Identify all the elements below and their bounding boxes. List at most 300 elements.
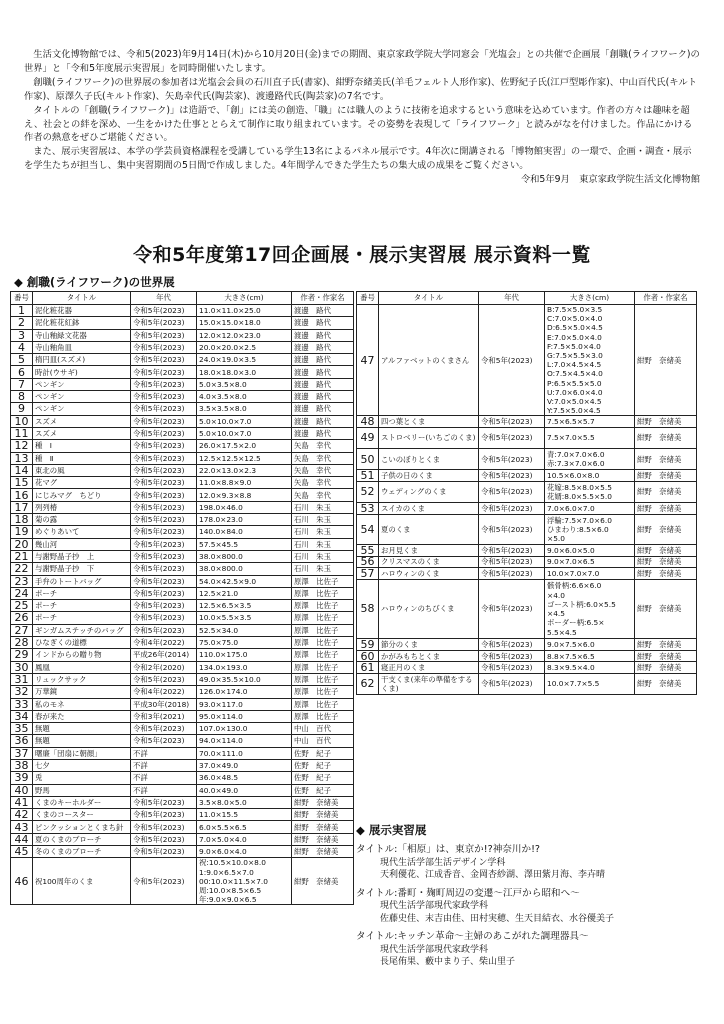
table-row — [11, 452, 354, 464]
size-line: 7.5×7.0×5.5 — [547, 433, 595, 443]
size-line: D:6.5×5.0×4.5 — [547, 323, 603, 333]
cell-era: 令和5年(2023) — [131, 796, 197, 808]
cell-era: 令和5年(2023) — [131, 366, 197, 378]
cell-no: 10 — [11, 415, 33, 427]
size-line: V:7.0×5.0×4.5 — [547, 397, 602, 407]
size-line: 周:10.0×8.5×6.5 — [199, 885, 262, 895]
work-authors: 天利優花、江成香音、金岡杏紗湖、澤田紫月海、李卉晴 — [380, 870, 606, 880]
cell-size: 38.0×800.0 — [197, 550, 292, 562]
cell-author: 渡邊 路代 — [292, 305, 354, 317]
cell-size: 178.0×23.0 — [197, 514, 292, 526]
cell-author: 矢島 幸代 — [292, 464, 354, 476]
work-department: 現代生活学部生活デザイン学科 — [380, 857, 506, 868]
table-row — [11, 796, 354, 808]
cell-size: 9.0×6.0×4.0 — [197, 846, 292, 858]
table-row — [11, 538, 354, 550]
table-row — [11, 403, 354, 415]
cell-no: 29 — [11, 649, 33, 661]
cell-era: 令和5年(2023) — [131, 440, 197, 452]
cell-no: 40 — [11, 784, 33, 796]
cell-era: 令和4年(2022) — [131, 686, 197, 698]
work-authors: 佐藤史佳、末吉由佳、田村実穂、生天目結衣、水谷優美子 — [380, 913, 615, 924]
cell-author: 矢島 幸代 — [292, 440, 354, 452]
cell-era: 令和5年(2023) — [131, 354, 197, 366]
cell-author: 紺野 奈緒美 — [635, 449, 697, 470]
cell-no: 41 — [11, 796, 33, 808]
cell-size — [545, 650, 635, 662]
size-line: E:7.0×5.0×4.0 — [547, 332, 602, 342]
cell-author: 渡邊 路代 — [292, 415, 354, 427]
cell-no: 24 — [11, 587, 33, 599]
cell-no: 37 — [11, 747, 33, 759]
size-line: 骸骨柄:6.6×6.0 — [547, 581, 602, 591]
header-size: 大きさ(cm) — [197, 292, 292, 305]
table-row — [11, 587, 354, 599]
cell-era: 令和5年(2023) — [131, 833, 197, 845]
cell-author: 紺野 奈緒美 — [292, 821, 354, 833]
cell-no: 47 — [357, 305, 379, 416]
cell-title: ウェディングのくま — [379, 481, 479, 502]
cell-title: 寺山釉角皿 — [33, 341, 131, 353]
table-row — [357, 470, 697, 482]
cell-author: 原澤 比佐子 — [292, 698, 354, 710]
cell-size: 107.0×130.0 — [197, 723, 292, 735]
work-department: 現代生活学部現代家政学科 — [380, 901, 489, 911]
cell-size: 126.0×174.0 — [197, 686, 292, 698]
exhibit-table-right — [356, 291, 697, 695]
cell-no: 2 — [11, 317, 33, 329]
cell-title: 冬のくまのブローチ — [33, 846, 131, 858]
cell-title: 七夕 — [33, 759, 131, 771]
cell-size: 75.0×75.0 — [197, 637, 292, 649]
cell-era: 令和5年(2023) — [131, 575, 197, 587]
size-line: B:7.5×5.0×3.5 — [547, 305, 603, 314]
cell-size: 70.0×111.0 — [197, 747, 292, 759]
cell-author: 原澤 比佐子 — [292, 686, 354, 698]
cell-size: 134.0×193.0 — [197, 661, 292, 673]
cell-author: 紺野 奈緒美 — [635, 514, 697, 545]
cell-author: 原澤 比佐子 — [292, 661, 354, 673]
table-row — [11, 366, 354, 378]
table-row — [11, 612, 354, 624]
cell-title: 夏のくま — [379, 514, 479, 545]
cell-title: ポーチ — [33, 587, 131, 599]
cell-era: 令和2年(2020) — [131, 661, 197, 673]
cell-title: スイカのくま — [379, 503, 479, 515]
cell-title: アルファベットのくまさん — [379, 305, 479, 416]
size-line: U:7.0×6.0×4.0 — [547, 387, 603, 397]
cell-era: 令和5年(2023) — [131, 452, 197, 464]
cell-size: 22.0×13.0×2.3 — [197, 464, 292, 476]
cell-author: 紺野 奈緒美 — [292, 796, 354, 808]
cell-no: 56 — [357, 556, 379, 568]
cell-author: 矢島 幸代 — [292, 489, 354, 501]
cell-author: 紺野 奈緒美 — [292, 833, 354, 845]
table-row — [11, 489, 354, 501]
work-authors: 長尾侑果、藪中まり子、柴山里子 — [380, 957, 516, 967]
cell-size: 40.0×49.0 — [197, 784, 292, 796]
cell-no: 55 — [357, 545, 379, 557]
cell-title: 干支くま(来年の準備をするくま) — [379, 673, 479, 694]
cell-title: 曙廉「団扇に朝顔」 — [33, 747, 131, 759]
cell-size: 12.5×21.0 — [197, 587, 292, 599]
table-row — [11, 637, 354, 649]
size-line: 7.5×6.5×5.7 — [547, 417, 595, 427]
cell-era: 令和5年(2023) — [479, 305, 545, 416]
cell-no: 5 — [11, 354, 33, 366]
cell-size: 5.0×3.5×8.0 — [197, 378, 292, 390]
cell-no: 14 — [11, 464, 33, 476]
size-line: 9.0×7.5×6.0 — [547, 640, 595, 650]
cell-title: 無題 — [33, 735, 131, 747]
cell-author: 佐野 紀子 — [292, 784, 354, 796]
table-row — [11, 686, 354, 698]
cell-author: 石川 朱玉 — [292, 514, 354, 526]
cell-era: 令和5年(2023) — [479, 639, 545, 651]
cell-author: 石川 朱玉 — [292, 526, 354, 538]
cell-author: 紺野 奈緒美 — [635, 639, 697, 651]
cell-era: 令和5年(2023) — [131, 305, 197, 317]
cell-era: 不詳 — [131, 747, 197, 759]
cell-title: 与謝野晶子抄 下 — [33, 563, 131, 575]
table-row — [11, 341, 354, 353]
cell-size: 49.0×35.5×10.0 — [197, 673, 292, 685]
table-row — [11, 354, 354, 366]
cell-author: 中山 百代 — [292, 723, 354, 735]
cell-size: 52.5×34.0 — [197, 624, 292, 636]
cell-size: 3.5×3.5×8.0 — [197, 403, 292, 415]
cell-size: 11.0×8.8×9.0 — [197, 477, 292, 489]
cell-size: 94.0×114.0 — [197, 735, 292, 747]
cell-author: 紺野 奈緒美 — [635, 662, 697, 674]
table-row — [11, 440, 354, 452]
cell-title: 子供の日のくま — [379, 470, 479, 482]
cell-title: スズメ — [33, 415, 131, 427]
cell-author: 原澤 比佐子 — [292, 612, 354, 624]
header-author: 作者・作家名 — [292, 292, 354, 305]
table-row — [11, 563, 354, 575]
cell-size: 3.5×8.0×5.0 — [197, 796, 292, 808]
header-era: 年代 — [131, 292, 197, 305]
cell-size — [545, 545, 635, 557]
cell-no: 32 — [11, 686, 33, 698]
work-entry — [356, 844, 706, 882]
cell-author: 原澤 比佐子 — [292, 673, 354, 685]
cell-size — [545, 470, 635, 482]
size-line: 青:7.0×7.0×6.0 — [547, 450, 605, 460]
cell-author: 紺野 奈緒美 — [292, 858, 354, 905]
cell-size — [545, 305, 635, 416]
cell-author: 紺野 奈緒美 — [635, 470, 697, 482]
header-no: 番号 — [357, 292, 379, 305]
cell-author: 原澤 比佐子 — [292, 710, 354, 722]
cell-no: 39 — [11, 772, 33, 784]
cell-author: 紺野 奈緒美 — [635, 556, 697, 568]
cell-no: 61 — [357, 662, 379, 674]
cell-no: 49 — [357, 427, 379, 448]
table-row — [11, 378, 354, 390]
table-row — [11, 415, 354, 427]
table-body — [357, 305, 697, 695]
cell-author: 原澤 比佐子 — [292, 637, 354, 649]
cell-size: 5.0×10.0×7.0 — [197, 415, 292, 427]
table-row — [11, 772, 354, 784]
cell-era: 令和5年(2023) — [131, 563, 197, 575]
cell-author: 紺野 奈緒美 — [635, 481, 697, 502]
cell-era: 令和5年(2023) — [131, 329, 197, 341]
cell-author: 石川 朱玉 — [292, 550, 354, 562]
cell-author: 渡邊 路代 — [292, 427, 354, 439]
cell-title: スズメ — [33, 427, 131, 439]
table-row — [11, 661, 354, 673]
cell-title: にじみマグ ちどり — [33, 489, 131, 501]
cell-era: 令和5年(2023) — [131, 464, 197, 476]
cell-size: 38.0×800.0 — [197, 563, 292, 575]
cell-era: 令和5年(2023) — [479, 449, 545, 470]
cell-size: 12.5×6.5×3.5 — [197, 600, 292, 612]
table-row — [11, 846, 354, 858]
cell-no: 54 — [357, 514, 379, 545]
cell-no: 8 — [11, 391, 33, 403]
cell-no: 36 — [11, 735, 33, 747]
table-row — [357, 449, 697, 470]
cell-author: 石川 朱玉 — [292, 563, 354, 575]
cell-title: ポーチ — [33, 612, 131, 624]
cell-title: 花マグ — [33, 477, 131, 489]
cell-title: 四つ葉とくま — [379, 416, 479, 428]
size-line: P:6.5×5.5×5.0 — [547, 378, 602, 388]
cell-author: 石川 朱玉 — [292, 538, 354, 550]
cell-title: 祝100周年のくま — [33, 858, 131, 905]
header-no: 番号 — [11, 292, 33, 305]
cell-era: 令和5年(2023) — [131, 526, 197, 538]
cell-author: 紺野 奈緒美 — [635, 568, 697, 580]
cell-no: 20 — [11, 538, 33, 550]
cell-no: 3 — [11, 329, 33, 341]
table-row — [357, 556, 697, 568]
cell-no: 35 — [11, 723, 33, 735]
size-line: L:7.0×4.5×4.5 — [547, 360, 602, 370]
cell-title: 時計(ウサギ) — [33, 366, 131, 378]
cell-author: 渡邊 路代 — [292, 341, 354, 353]
size-line: 年:9.0×9.0×6.5 — [199, 895, 257, 905]
cell-no: 1 — [11, 305, 33, 317]
cell-era: 令和5年(2023) — [479, 579, 545, 639]
size-line: ×4.0 — [547, 590, 565, 600]
cell-title: ストロベリー(いちごのくま) — [379, 427, 479, 448]
cell-no: 22 — [11, 563, 33, 575]
table-row — [11, 735, 354, 747]
cell-title: 野馬 — [33, 784, 131, 796]
cell-size — [545, 481, 635, 502]
cell-era: 令和5年(2023) — [131, 538, 197, 550]
cell-era: 令和5年(2023) — [131, 624, 197, 636]
cell-size — [545, 639, 635, 651]
cell-title: 兎 — [33, 772, 131, 784]
cell-size: 110.0×175.0 — [197, 649, 292, 661]
cell-era: 令和5年(2023) — [131, 489, 197, 501]
works-list — [356, 844, 706, 975]
work-title: タイトル:番町・麹町周辺の変遷～江戸から昭和へ～ — [356, 887, 580, 899]
table-row — [11, 391, 354, 403]
cell-author: 紺野 奈緒美 — [635, 503, 697, 515]
cell-era: 平成26年(2014) — [131, 649, 197, 661]
table-row — [11, 747, 354, 759]
size-line: 祝:10.5×10.0×8.0 — [199, 858, 266, 868]
cell-title: 万華鏡 — [33, 686, 131, 698]
cell-size: 15.0×15.0×18.0 — [197, 317, 292, 329]
table-row — [11, 759, 354, 771]
size-line: 10.0×7.7×5.5 — [547, 679, 600, 689]
header-era: 年代 — [479, 292, 545, 305]
table-header-row — [11, 292, 354, 305]
table-body — [11, 305, 354, 905]
section-heading: ◆ 展示実習展 — [356, 823, 427, 837]
size-line: O:7.5×4.5×4.0 — [547, 369, 603, 379]
cell-era: 令和5年(2023) — [479, 556, 545, 568]
cell-size: 20.0×20.0×2.5 — [197, 341, 292, 353]
table-row — [357, 639, 697, 651]
cell-author: 渡邊 路代 — [292, 317, 354, 329]
section-heading: ◆ 創職(ライフワーク)の世界展 — [14, 275, 175, 289]
intro-paragraph: また、展示実習展は、本学の学芸員資格課程を受講している学生13名によるパネル展示です。4年次に開講される「博物館実習」の一環で、企画・調査・展示を学生たちが担当し、集中実習期間の5日間で作成しました。4年間学んできた学生たちの集大成の成果をご覧ください。 — [24, 146, 692, 172]
table-row — [11, 673, 354, 685]
cell-size — [545, 416, 635, 428]
cell-no: 33 — [11, 698, 33, 710]
cell-title: 東北の風 — [33, 464, 131, 476]
cell-size: 12.5×12.5×12.5 — [197, 452, 292, 464]
cell-author: 原澤 比佐子 — [292, 624, 354, 636]
cell-size — [197, 858, 292, 905]
cell-no: 13 — [11, 452, 33, 464]
cell-era: 令和5年(2023) — [131, 341, 197, 353]
table-row — [11, 464, 354, 476]
cell-no: 11 — [11, 427, 33, 439]
cell-title: 手弁のトートバッグ — [33, 575, 131, 587]
cell-era: 令和5年(2023) — [479, 427, 545, 448]
cell-author: 渡邊 路代 — [292, 329, 354, 341]
cell-author: 紺野 奈緒美 — [635, 416, 697, 428]
cell-title: 泥化粧花器 — [33, 305, 131, 317]
cell-size — [545, 673, 635, 694]
table-row — [11, 477, 354, 489]
cell-no: 62 — [357, 673, 379, 694]
cell-era: 令和5年(2023) — [479, 545, 545, 557]
cell-no: 44 — [11, 833, 33, 845]
cell-no: 18 — [11, 514, 33, 526]
cell-era: 令和5年(2023) — [131, 809, 197, 821]
size-line: ひまわり:8.5×6.0 — [547, 524, 609, 534]
cell-title: かがみもちとくま — [379, 650, 479, 662]
cell-size: 93.0×117.0 — [197, 698, 292, 710]
table-row — [11, 821, 354, 833]
cell-era: 令和5年(2023) — [131, 673, 197, 685]
size-line: 8.8×7.5×6.5 — [547, 651, 595, 661]
intro-paragraph: タイトルの「創職(ライフワーク)」は造語で、「創」には美の創造、「職」には職人のように技術を追求するという意味を込めています。作者の方々は趣味を超え、社会との絆を深め、一生をかけた仕事ととらえて制作に取り組まれています。その姿勢を表現して「ライフワーク」と読みがなを付けました。作品にかける作者の熱意をぜひご堪能ください。 — [24, 104, 693, 144]
cell-author: 紺野 奈緒美 — [635, 579, 697, 639]
size-line: G:7.5×5.5×3.0 — [547, 351, 603, 361]
header-size: 大きさ(cm) — [545, 292, 635, 305]
cell-size: 5.0×10.0×7.0 — [197, 427, 292, 439]
cell-author: 紺野 奈緒美 — [635, 545, 697, 557]
cell-no: 48 — [357, 416, 379, 428]
cell-era: 令和5年(2023) — [131, 415, 197, 427]
cell-era: 不詳 — [131, 759, 197, 771]
cell-size: 95.0×114.0 — [197, 710, 292, 722]
table-row — [11, 329, 354, 341]
work-title: タイトル:「相原」は、東京か!?神奈川か!? — [356, 844, 541, 855]
cell-title: 寺山釉緑文花器 — [33, 329, 131, 341]
table-row — [357, 427, 697, 448]
table-row — [357, 481, 697, 502]
cell-size: 140.0×84.0 — [197, 526, 292, 538]
cell-title: お月見くま — [379, 545, 479, 557]
cell-author: 佐野 紀子 — [292, 772, 354, 784]
cell-no: 57 — [357, 568, 379, 580]
cell-author: 紺野 奈緒美 — [292, 846, 354, 858]
table-row — [11, 305, 354, 317]
cell-no: 38 — [11, 759, 33, 771]
cell-no: 6 — [11, 366, 33, 378]
cell-era: 令和5年(2023) — [131, 427, 197, 439]
cell-title: ポーチ — [33, 600, 131, 612]
cell-size: 24.0×19.0×3.5 — [197, 354, 292, 366]
cell-size: 6.0×5.5×6.5 — [197, 821, 292, 833]
cell-author: 渡邊 路代 — [292, 354, 354, 366]
cell-era: 令和5年(2023) — [479, 514, 545, 545]
size-line: ×5.0 — [547, 534, 565, 543]
header-author: 作者・作家名 — [635, 292, 697, 305]
cell-size: 11.0×15.5 — [197, 809, 292, 821]
cell-era: 令和5年(2023) — [131, 501, 197, 513]
cell-title: めぐりあいて — [33, 526, 131, 538]
cell-author: 矢島 幸代 — [292, 477, 354, 489]
table-row — [11, 698, 354, 710]
cell-title: 幾山河 — [33, 538, 131, 550]
cell-title: くまのコースター — [33, 809, 131, 821]
table-row — [357, 662, 697, 674]
cell-size: 12.0×12.0×23.0 — [197, 329, 292, 341]
table-row — [11, 649, 354, 661]
page-title: 令和5年度第17回企画展・展示実習展 展示資料一覧 — [133, 244, 591, 266]
cell-size: 26.0×17.5×2.0 — [197, 440, 292, 452]
cell-no: 17 — [11, 501, 33, 513]
cell-no: 30 — [11, 661, 33, 673]
cell-era: 平成30年(2018) — [131, 698, 197, 710]
cell-no: 7 — [11, 378, 33, 390]
cell-title: インドからの贈り物 — [33, 649, 131, 661]
cell-no: 31 — [11, 673, 33, 685]
size-line: 9.0×7.0×6.5 — [547, 557, 595, 567]
size-line: 7.0×6.0×7.0 — [547, 503, 595, 513]
size-line: 8.3×9.5×4.0 — [547, 663, 595, 673]
size-line: 浮輪:7.5×7.0×6.0 — [547, 515, 612, 525]
size-line: Y:7.5×5.0×4.5 — [547, 406, 601, 416]
cell-title: 私のモネ — [33, 698, 131, 710]
work-entry — [356, 931, 706, 969]
cell-size: 7.0×5.0×4.0 — [197, 833, 292, 845]
table-row — [357, 568, 697, 580]
cell-title: 列列椿 — [33, 501, 131, 513]
cell-era: 令和5年(2023) — [131, 600, 197, 612]
size-line: 1:9.0×6.5×7.0 — [199, 867, 254, 877]
work-entry — [356, 888, 706, 926]
cell-title: 鳳凰 — [33, 661, 131, 673]
size-line: 花婿:8.0×5.5×5.0 — [547, 491, 612, 501]
intro-paragraph: 生活文化博物館では、令和5(2023)年9月14日(木)から10月20日(金)までの期間、東京家政学院大学同窓会「光塩会」との共催で企画展「創職(ライフワーク)の世界」と「令和5年度展示実習展」を同時開催いたします。 — [24, 49, 700, 74]
cell-size — [545, 556, 635, 568]
cell-size — [545, 449, 635, 470]
